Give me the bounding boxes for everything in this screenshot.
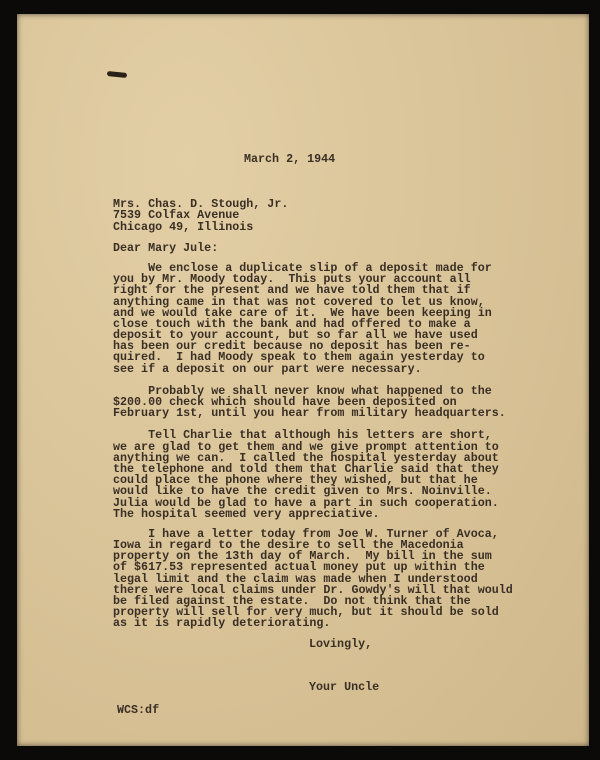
paragraph-1 (113, 260, 583, 376)
text-line: The hospital seemed very appreciative. (113, 506, 380, 521)
address-line: 7539 Colfax Avenue (113, 208, 240, 223)
text-line: Julia would be glad to have a part in such cooperation. (113, 495, 499, 510)
text-line: Probably we shall never know what happened to the (113, 383, 492, 398)
text-line: see if a deposit on our part were necessary. (113, 361, 422, 376)
address-line: Chicago 49, Illinois (113, 219, 254, 234)
closing: Lovingly, (309, 636, 373, 651)
text-line: has been our credit because no deposit has been re- (113, 339, 471, 354)
text-line: anything we can. I called the hospital yesterday about (113, 450, 499, 465)
text-line: you by Mr. Moody today. This puts your account all (113, 272, 471, 287)
text-line: there were local claims under Dr. Gowdy's will that would (113, 582, 513, 597)
text-line: of $617.53 represented actual money put up within the (113, 560, 485, 575)
text-line: I have a letter today from Joe W. Turner of Avoca, (113, 526, 499, 541)
signature-block (113, 679, 583, 694)
text-line: right for the present and we have told them that if (113, 283, 471, 298)
text-line: would like to have the credit given to Mrs. Noinville. (113, 484, 492, 499)
text-line: could place the phone where they wished, but that he (113, 473, 478, 488)
letter-body (113, 154, 583, 716)
paragraph-4 (113, 526, 583, 631)
letter-date-block (113, 154, 583, 165)
closing-block (113, 636, 583, 651)
text-line: $200.00 check which should have been deposited on (113, 395, 457, 409)
text-line: property on the 13th day of March. My bill in the sum (113, 549, 492, 564)
text-line: as it is rapidly deteriorating. (113, 616, 331, 631)
text-line: legal limit and the claim was made when I understood (113, 571, 478, 586)
text-line: and we would take care of it. We have been keeping in (113, 305, 492, 320)
text-line: Tell Charlie that although his letters are short, (113, 428, 492, 443)
text-line: the telephone and told them that Charlie said that they (113, 461, 499, 476)
text-line: anything came in that was not covered to let us know, (113, 294, 485, 309)
initials-block (113, 702, 583, 717)
paragraph-2 (113, 383, 583, 421)
text-line: Iowa in regard to the desire to sell the Macedonia (113, 538, 464, 553)
paragraph-3 (113, 430, 583, 520)
salutation-block (113, 240, 583, 255)
signature: Your Uncle (309, 679, 380, 694)
typist-initials: WCS:df (117, 702, 160, 717)
text-line: close touch with the bank and had offered to make a (113, 316, 471, 331)
text-line: quired. I had Moody speak to them again yesterday to (113, 350, 485, 365)
text-line: be filed against the estate. Do not think that the (113, 594, 471, 608)
text-line: February 1st, until you hear from military headquarters. (113, 406, 506, 421)
salutation: Dear Mary Jule: (113, 240, 219, 255)
address-line: Mrs. Chas. D. Stough, Jr. (113, 197, 289, 212)
recipient-address (113, 199, 583, 233)
text-line: We enclose a duplicate slip of a deposit made for (113, 260, 492, 275)
text-line: we are glad to get them and we give prompt attention to (113, 439, 499, 454)
text-line: property will sell for very much, but it should be sold (113, 605, 499, 620)
letter-date: March 2, 1944 (244, 152, 336, 166)
text-line: deposit to your account, but so far all we have used (113, 328, 478, 343)
